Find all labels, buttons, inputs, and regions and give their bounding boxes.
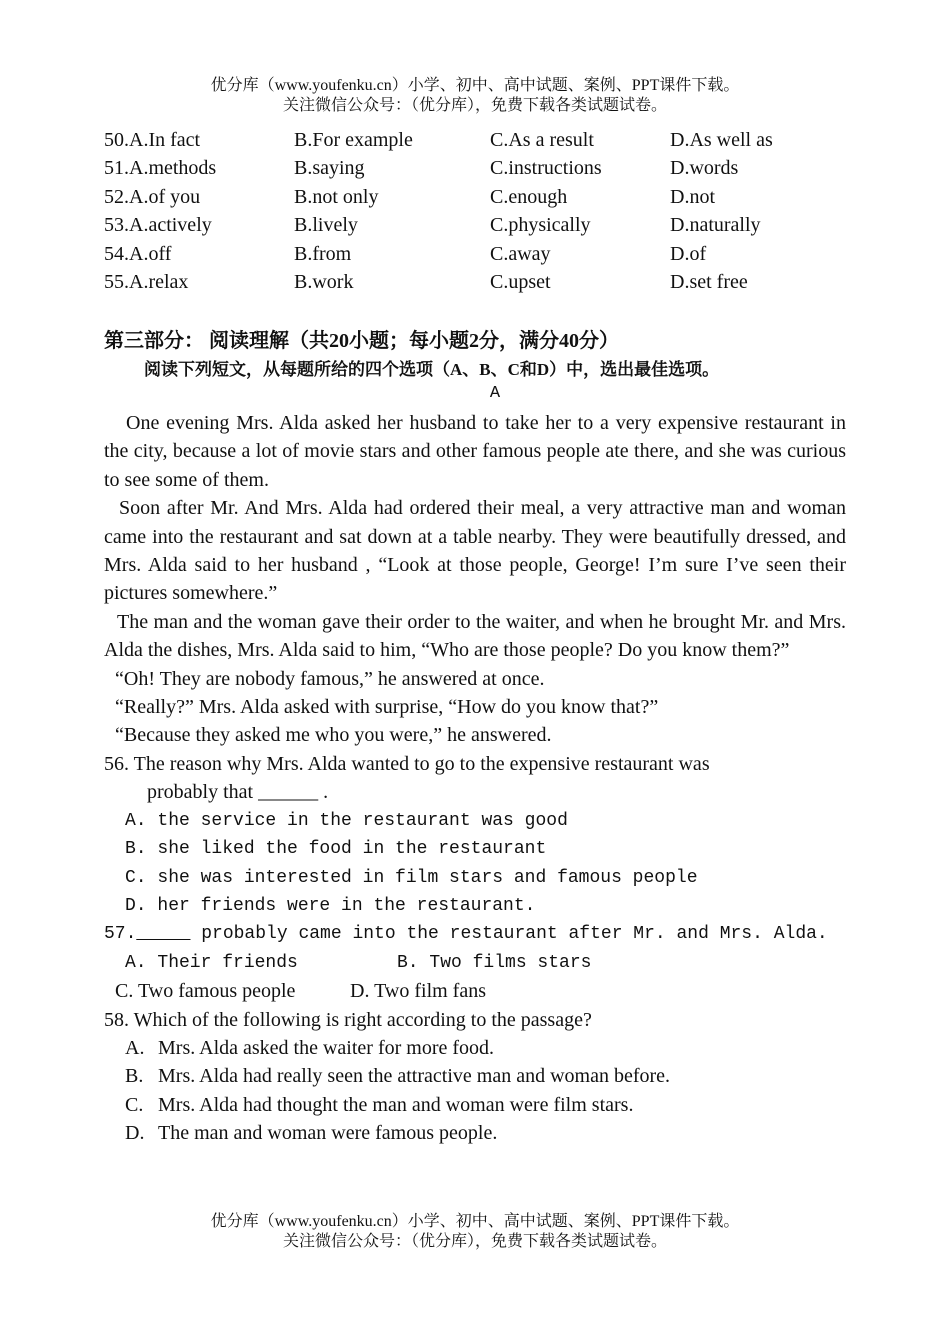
- answer-blank: _____: [136, 924, 191, 945]
- question-56-stem-line2: probably that ______ .: [147, 781, 329, 804]
- option-b: B.For example: [294, 129, 413, 151]
- passage-paragraph: The man and the woman gave their order to the waiter, and when he brought Mr. and Mrs. Alda the dishes, Mrs. Alda said to him, “Who are those people? Do you know them?”: [104, 610, 846, 662]
- option-b: B.from: [294, 242, 352, 265]
- section-instruction: 阅读下列短文，从每题所给的四个选项（A、B、C和D）中，选出最佳选项。: [144, 360, 720, 379]
- option-text: Mrs. Alda had thought the man and woman were film stars.: [158, 1093, 634, 1116]
- question-58-option-c: [104, 1091, 846, 1119]
- footer-line-2: 关注微信公众号：（优分库），免费下载各类试题试卷。: [282, 1233, 667, 1250]
- question-56-option-b: B. she liked the food in the restaurant: [125, 839, 547, 860]
- option-a: 52.A.of you: [104, 185, 201, 208]
- option-c: C.enough: [490, 185, 568, 208]
- option-a: 53.A.actively: [104, 214, 212, 237]
- option-d: D.As well as: [670, 129, 773, 151]
- question-56-option-c: C. she was interested in film stars and famous people: [125, 867, 698, 888]
- option-d: D.of: [670, 242, 707, 265]
- option-a: 50.A.In fact: [104, 129, 201, 151]
- question-58-option-d: [104, 1119, 846, 1147]
- option-b: B.work: [294, 270, 354, 293]
- question-57-option-b: B. Two films stars: [397, 952, 592, 973]
- question-57-option-c: C. Two famous people: [115, 980, 296, 1003]
- question-57-option-d: D. Two film fans: [350, 980, 486, 1003]
- question-57-options-cd: [104, 977, 846, 1005]
- question-58-option-a: [104, 1034, 846, 1062]
- question-57-number: 57.: [104, 924, 137, 945]
- passage-paragraph: “Oh! They are nobody famous,” he answered at once.: [115, 667, 545, 690]
- option-c: C.physically: [490, 214, 591, 237]
- question-58-stem: 58. Which of the following is right according to the passage?: [104, 1008, 592, 1031]
- option-a: 55.A.relax: [104, 270, 189, 293]
- question-57-text: probably came into the restaurant after Mr. and Mrs. Alda.: [190, 924, 828, 945]
- option-d: D.not: [670, 185, 715, 208]
- section-title: 第三部分： 阅读理解（共20小题；每小题2分，满分40分）: [104, 330, 619, 352]
- option-a: 51.A.methods: [104, 157, 217, 180]
- option-text: Mrs. Alda had really seen the attractive man and woman before.: [158, 1065, 671, 1088]
- page-header: [0, 76, 950, 116]
- question-56-stem-line1: 56. The reason why Mrs. Alda wanted to go to the expensive restaurant was: [104, 752, 710, 775]
- option-b: B.not only: [294, 185, 379, 208]
- question-56-option-a: A. the service in the restaurant was good: [125, 810, 568, 831]
- option-b: B.lively: [294, 214, 358, 237]
- page-footer: [0, 1212, 950, 1252]
- option-c: C.instructions: [490, 157, 602, 180]
- question-56-stem: [104, 750, 846, 807]
- question-58-option-b: [104, 1062, 846, 1090]
- option-b: B.saying: [294, 157, 365, 180]
- option-c: C.As a result: [490, 129, 594, 151]
- passage-paragraph: One evening Mrs. Alda asked her husband to take her to a very expensive restaurant in the city, because a lot of movie stars and other famous people ate there, and she was curious to see some of them.: [104, 412, 846, 491]
- option-text: The man and woman were famous people.: [158, 1122, 498, 1145]
- passage-paragraph: “Because they asked me who you were,” he answered.: [115, 724, 552, 747]
- header-line-2: 关注微信公众号：（优分库），免费下载各类试题试卷。: [282, 97, 667, 114]
- option-label: D.: [125, 1122, 145, 1145]
- question-56-option-d: D. her friends were in the restaurant.: [125, 895, 536, 916]
- passage-paragraph: “Really?” Mrs. Alda asked with surprise, “How do you know that?”: [115, 696, 659, 719]
- option-a: 54.A.off: [104, 242, 172, 265]
- header-line-1: 优分库（www.youfenku.cn）小学、初中、高中试题、案例、PPT课件下载。: [210, 77, 740, 94]
- question-57-option-a: A. Their friends: [125, 952, 298, 973]
- passage-paragraph: Soon after Mr. And Mrs. Alda had ordered their meal, a very attractive man and woman came into the restaurant and sat down at a table nearby. They were beautifully dressed, and Mrs. Alda said to her husband , “Look at those people, George! I’m sure I’ve seen their pictures somewhere.”: [104, 497, 846, 605]
- option-d: D.set free: [670, 270, 748, 293]
- option-c: C.upset: [490, 270, 551, 293]
- reading-content: [104, 409, 846, 1148]
- option-c: C.away: [490, 242, 551, 265]
- question-57-stem: [104, 920, 846, 948]
- option-label: B.: [125, 1065, 144, 1088]
- question-57-options-ab: [104, 949, 846, 977]
- passage-label: A: [489, 384, 501, 403]
- option-d: D.naturally: [670, 214, 761, 237]
- option-d: D.words: [670, 157, 739, 180]
- option-label: A.: [125, 1036, 145, 1059]
- footer-line-1: 优分库（www.youfenku.cn）小学、初中、高中试题、案例、PPT课件下载。: [210, 1213, 740, 1230]
- option-text: Mrs. Alda asked the waiter for more food.: [158, 1036, 495, 1059]
- option-label: C.: [125, 1093, 144, 1116]
